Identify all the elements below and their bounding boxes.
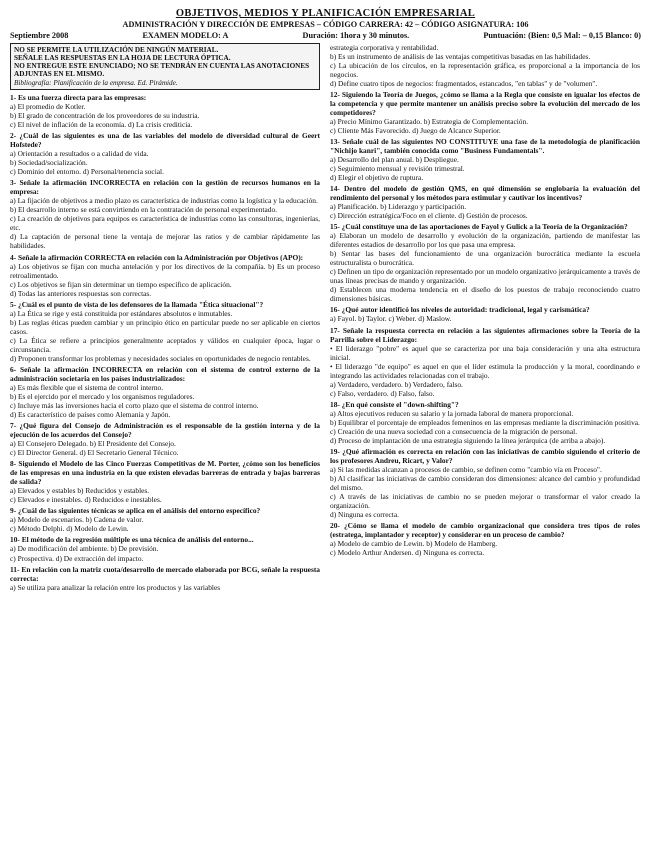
question-option: • El liderazgo "de equipo" es aquel en que el líder estimula la producción y la moral, coordinando e integrando las actividades relacionadas con el trabajo.	[330, 361, 640, 380]
question-option: a) La Ética se rige y está constituida por estándares absolutos e inmutables.	[10, 308, 233, 318]
exam-duration: Duración: 1hora y 30 minutos.	[302, 30, 410, 40]
question-option: d) Ninguna es correcta.	[330, 510, 399, 520]
question-option: • El liderazgo "pobre" es aquel que se caracteriza por una baja consideración y una alta estructura inicial.	[330, 343, 640, 362]
question-option: b) Las reglas éticas pueden cambiar y un principio ético en particular puede no ser aplicable en ciertos casos.	[10, 317, 320, 336]
question-title: 20- ¿Cómo se llama el modelo de cambio organizacional que considera tres tipos de roles (estratega, implantador y receptor) y considerar en un proceso de cambio?	[330, 521, 640, 540]
question-option: c) Los objetivos se fijan sin determinar un tiempo específico de aplicación.	[10, 279, 232, 289]
question-option: d) Define cuatro tipos de negocios: fragmentados, estancados, "en tablas" y de "volumen".	[330, 78, 598, 88]
question-option: a) Desarrollo del plan anual. b) Despliegue.	[330, 154, 459, 164]
question-title: 11- En relación con la matriz cuota/desarrollo de mercado elaborada por BCG, señale la respuesta correcta:	[10, 564, 320, 583]
question-option: c) Cliente Más Favorecido. d) Juego de Alcance Superior.	[330, 125, 501, 135]
question-option: a) Elevados y estables b) Reducidos y estables.	[10, 486, 150, 496]
right-column	[330, 43, 640, 594]
question-title: 15- ¿Cuál constituye una de las aportaciones de Fayol y Gulick a la Teoría de la Organización?	[330, 222, 628, 232]
question-option: estrategia corporativa y rentabilidad.	[330, 42, 439, 52]
question-title: 8- Siguiendo el Modelo de las Cinco Fuerzas Competitivas de M. Porter, ¿cómo son los beneficios de las empresas en una industria en la que existen elevadas barreras de entrada y bajas barreras de salida?	[10, 459, 320, 487]
question	[10, 93, 320, 129]
question-title: 3- Señale la afirmación INCORRECTA en relación con la gestión de recursos humanos en la empresa:	[10, 178, 320, 197]
question	[330, 43, 640, 88]
question-title: 13- Señale cuál de las siguientes NO CONSTITUYE una fase de la metodología de planificación "Nichijo kanri", también conocida como "Business Fundamentals".	[330, 136, 640, 155]
instruction-line: NO SE PERMITE LA UTILIZACIÓN DE NINGÚN MATERIAL.	[14, 45, 219, 54]
question-option: d) Elegir el objetivo de ruptura.	[330, 173, 424, 182]
question-option: d) La captación de personal tiene la ventaja de mejorar las ratios y de cambiar rápidamente las habilidades.	[10, 232, 320, 251]
question-option: c) La Ética se refiere a principios generalmente aceptados y válidos en cualquier época, lugar o circunstancia.	[10, 335, 320, 354]
question-option: c) Dirección estratégica/Foco en el cliente. d) Gestión de procesos.	[330, 211, 528, 221]
question	[330, 184, 640, 220]
exam-title: OBJETIVOS, MEDIOS Y PLANIFICACIÓN EMPRESARIAL	[175, 8, 476, 19]
question	[10, 421, 320, 457]
exam-score: Puntuación: (Bien: 0,5 Mal: – 0,15 Blanco: 0)	[483, 30, 641, 40]
question	[10, 565, 320, 592]
question-option: b) Es un instrumento de análisis de las ventajas competitivas basadas en las habilidades.	[330, 51, 591, 61]
exam-header	[10, 8, 641, 29]
exam-info-row	[10, 31, 641, 40]
question-option: a) El Consejero Delegado. b) El Presidente del Consejo.	[10, 439, 176, 449]
instruction-line: SEÑALE LAS RESPUESTAS EN LA HOJA DE LECTURA ÓPTICA.	[14, 53, 231, 62]
question-title: 17- Señale la respuesta correcta en relación a las siguientes afirmaciones sobre la Teoría de la Parrilla sobre el Liderazgo:	[330, 325, 640, 344]
question-option: a) Modelo de escenarios. b) Cadena de valor.	[10, 515, 144, 525]
question-title: 19- ¿Qué afirmación es correcta en relación con las iniciativas de cambio siguiendo el criterio de los profesores Andreu, Ricart, y Valor?	[330, 446, 640, 465]
question	[330, 305, 640, 323]
question-option: c) Definen un tipo de organización representado por un modelo organizativo jerárquicamente a través de unas líneas precisas de mando y organización.	[330, 267, 640, 286]
question	[10, 459, 320, 504]
question-option: b) Sentar las bases del funcionamiento de una organización burocrática mediante la escuela estructuralista o burocrática.	[330, 249, 640, 268]
question-option: d) Es característico de países como Alemania y Japón.	[10, 410, 171, 420]
question-title: 4- Señale la afirmación CORRECTA en relación con la Administración por Objetivos (APO):	[10, 252, 304, 262]
question-option: c) Método Delphi. d) Modelo de Lewin.	[10, 524, 129, 534]
question-option: a) Se utiliza para analizar la relación entre los productos y las variables	[10, 582, 221, 592]
question-option: a) Orientación a resultados o a calidad de vida.	[10, 149, 149, 159]
question-option: a) Verdadero, verdadero. b) Verdadero, falso.	[330, 379, 463, 389]
instruction-line: NO ENTREGUE ESTE ENUNCIADO; NO SE TENDRÁN EN CUENTA LAS ANOTACIONES ADJUNTAS EN EL MISMO.	[14, 62, 310, 79]
question-option: d) Proceso de implantación de una estrategia siguiendo la línea jerárquica (de arriba a abajo).	[330, 435, 606, 445]
question	[330, 326, 640, 398]
question-option: a) Fayol. b) Taylor. c) Weber. d) Maslow.	[330, 314, 452, 324]
question	[330, 222, 640, 303]
question-option: a) De modificación del ambiente. b) De previsión.	[10, 544, 159, 554]
question-title: 2- ¿Cuál de las siguientes es una de las variables del modelo de diversidad cultural de Geert Hofstede?	[10, 131, 320, 150]
question-option: a) Es más flexible que el sistema de control interno.	[10, 382, 164, 392]
question-option: d) Todas las anteriores respuestas son correctas.	[10, 288, 152, 298]
question-option: c) Falso, verdadero. d) Falso, falso.	[330, 388, 435, 398]
question-option: b) Sociedad/socialización.	[10, 158, 88, 168]
question-option: c) Dominio del entorno. d) Personal/tenencia social.	[10, 167, 164, 177]
question-option: c) Prospectiva. d) De extracción del impacto.	[10, 553, 144, 563]
question-option: c) A través de las iniciativas de cambio no se pueden mejorar o transformar el valor creado la organización.	[330, 492, 640, 511]
question-option: c) El nivel de inflación de la economía. d) La crisis crediticia.	[10, 120, 193, 130]
question-title: 12- Siguiendo la Teoría de Juegos, ¿cómo se llama a la Regla que consiste en igualar los efectos de la competencia y que permite mantener un análisis preciso sobre la evolución del mercado de los competidores?	[330, 89, 640, 117]
question	[10, 535, 320, 562]
question-option: d) Proponen transformar los problemas y necesidades sociales en oportunidades de negocio rentables.	[10, 353, 311, 363]
question-option: a) Precio Mínimo Garantizado. b) Estrategia de Complementación.	[330, 116, 529, 126]
question-option: c) Seguimiento mensual y revisión trimestral.	[330, 163, 465, 173]
question-option: b) Equilibrar el porcentaje de empleados femeninos en las empresas mediante la discriminación positiva.	[330, 417, 640, 427]
question	[10, 300, 320, 363]
question-title: 6- Señale la afirmación INCORRECTA en relación con el sistema de control externo de la administración societaria en los países industrializados:	[10, 364, 320, 383]
question-option: a) Altos ejecutivos reducen su salario y la jornada laboral de manera proporcional.	[330, 408, 574, 418]
exam-subtitle: ADMINISTRACIÓN Y DIRECCIÓN DE EMPRESAS – CÓDIGO CARRERA: 42 – CÓDIGO ASIGNATURA: 106	[122, 19, 529, 29]
instructions-box	[10, 43, 320, 90]
exam-model: EXAMEN MODELO: A	[142, 30, 229, 40]
question	[330, 137, 640, 182]
instruction-bibliography: Bibliografía: Planificación de la empresa. Ed. Pirámide.	[14, 78, 178, 87]
question-title: 16- ¿Qué autor identificó los niveles de autoridad: tradicional, legal y carismática?	[330, 305, 590, 315]
question-title: 1- Es una fuerza directa para las empresas:	[10, 92, 147, 102]
question-option: b) Al clasificar las iniciativas de cambio consideran dos dimensiones: alcance del cambio y profundidad del mismo.	[330, 474, 640, 493]
question-option: c) Elevados e inestables. d) Reducidos e inestables.	[10, 495, 162, 505]
question	[330, 447, 640, 519]
question	[10, 131, 320, 176]
question-option: a) Si las medidas alcanzan a procesos de cambio, se definen como "cambio vía en Proceso".	[330, 464, 602, 474]
question-option: c) Incluye más las inversiones hacia el corto plazo que el sistema de control interno.	[10, 401, 259, 410]
question-title: 14- Dentro del modelo de gestión QMS, en qué dimensión se englobaría la evaluación del rendimiento del personal y los métodos para estimular y cautivar los incentivos?	[330, 184, 640, 203]
question	[330, 521, 640, 557]
question	[10, 506, 320, 533]
question-option: a) El promedio de Kotler.	[10, 102, 86, 111]
question-option: c) El Director General. d) El Secretario General Técnico.	[10, 448, 179, 458]
question-option: c) La ubicación de los círculos, en la representación gráfica, es proporcional a la importancia de los negocios.	[330, 60, 640, 79]
question-option: a) Planificación. b) Liderazgo y participación.	[330, 202, 467, 212]
exam-date: Septiembre 2008	[10, 30, 69, 40]
question-title: 9- ¿Cuál de las siguientes técnicas se aplica en el análisis del entorno específico?	[10, 506, 261, 516]
question-option: a) Los objetivos se fijan con mucha antelación y por los directivos de la compañía. b) Es un proceso retroalimentado.	[10, 261, 320, 280]
question-title: 10- El método de la regresión múltiple es una técnica de análisis del entorno...	[10, 535, 254, 545]
question-option: c) La creación de objetivos para equipos es característica de industrias como las consultoras, ingenierías, etc.	[10, 214, 320, 233]
exam-columns	[10, 43, 641, 594]
question-option: a) Modelo de cambio de Lewin. b) Modelo de Hamberg.	[330, 539, 498, 549]
question	[10, 178, 320, 250]
question-option: d) Establecen una moderna tendencia en el diseño de los puestos de trabajo reconociendo cuatro dimensiones básicas.	[330, 285, 640, 304]
question	[10, 365, 320, 419]
question	[10, 253, 320, 298]
question-title: 5- ¿Cuál es el punto de vista de los defensores de la llamada "Ética situacional"?	[10, 299, 264, 309]
left-column	[10, 43, 320, 594]
question	[330, 400, 640, 445]
question	[330, 90, 640, 135]
question-option: b) Es el ejercido por el mercado y los organismos reguladores.	[10, 391, 195, 401]
question-option: a) La fijación de objetivos a medio plazo es característica de industrias como la logística y la educación.	[10, 196, 318, 206]
question-title: 7- ¿Qué figura del Consejo de Administración es el responsable de la gestión interna y de la ejecución de los acuerdos del Consejo?	[10, 421, 320, 440]
question-option: c) Creación de una nueva sociedad con a consecuencia de la migración de personal.	[330, 426, 578, 436]
question-option: a) Elaboran un modelo de desarrollo y evolución de la organización, partiendo de manifestar las diferentes estadios de desarrollo por los que pasa una empresa.	[330, 231, 640, 250]
question-option: b) El grado de concentración de los proveedores de su industria.	[10, 111, 200, 121]
question-title: 18- ¿En qué consiste el "down-shifting"?	[330, 399, 459, 409]
question-option: b) El desarrollo interno se está convirtiendo en la contratación de personal experimentado.	[10, 205, 277, 215]
question-option: c) Modelo Arthur Andersen. d) Ninguna es correcta.	[330, 548, 485, 558]
